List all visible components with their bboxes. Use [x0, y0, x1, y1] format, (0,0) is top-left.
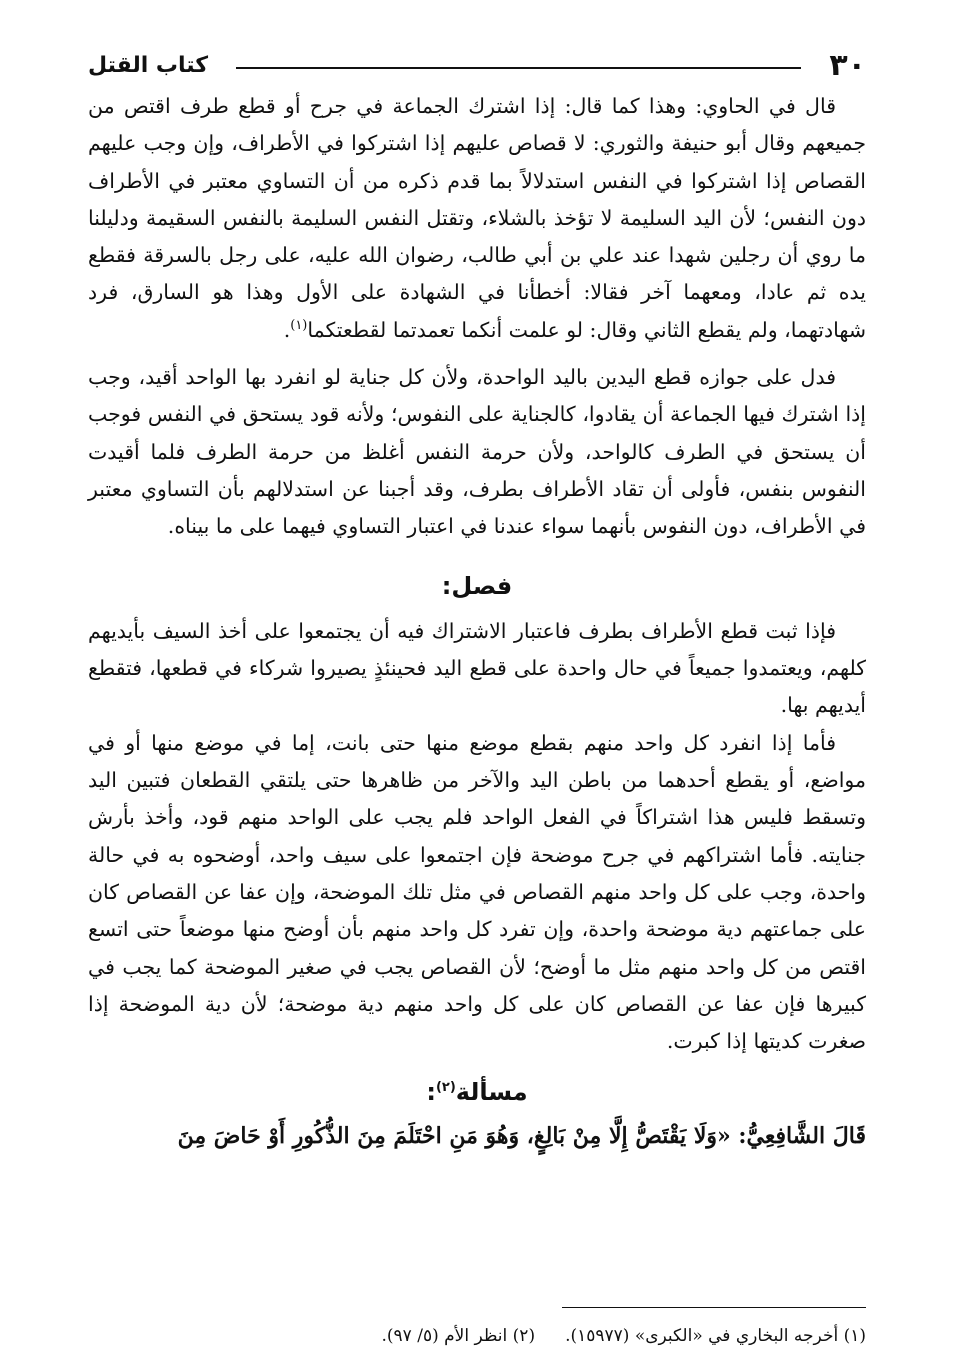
paragraph-text: قال في الحاوي: وهذا كما قال: إذا اشترك الجماعة في جرح أو قطع طرف اقتص من جميعهم وقال أبو حنيفة والثوري: لا قصاص عليهم إذا اشتركوا في الأطراف، وإن وجب عليهم القصاص إذا اشتركوا في النفس استدلالاً بما قدم ذكره من أن التساوي معتبر في الأطراف دون النفس؛ لأن اليد السليمة لا تؤخذ بالشلاء، وتقتل النفس السليمة بالنفس السقيمة ودليلنا ما روي أن رجلين شهدا عند علي بن أبي طالب، رضوان الله عليه، على رجل بالسرقة فقطع يده ثم عادا، ومعهما آخر فقالا: أخطأنا في الشهادة على الأول وهذا هو السارق، فرد شهادتهما، ولم يقطع الثاني وقال: لو علمت أنكما تعمدتما لقطعتكما — [88, 94, 866, 342]
footnote: (١) أخرجه البخاري في «الكبرى» (١٥٩٧٧). — [565, 1326, 866, 1346]
footnote-marker: (٢) — [435, 1080, 456, 1096]
footnote: (٢) انظر الأم (٥/ ٩٧). — [381, 1326, 536, 1346]
paragraph: فأما إذا انفرد كل واحد منهم بقطع موضع منها حتى بانت، إما في موضع منها أو في مواضع، أو يقطع أحدهما من باطن اليد والآخر من ظاهرها حتى يلتقي القطعان فتبين اليد وتسقط فليس هذا اشتراكاً في الفعل الواحد فلم يجب على الواحد منهم قود، وأخذ بأرش جنايته. فأما اشتراكهم في جرح موضحة فإن اجتمعوا على سيف واحد، أوضحوه به في حالة واحدة، وجب على كل واحد منهم القصاص في مثل تلك الموضحة، وإن عفا عن القصاص كان على جماعتهم دية موضحة واحدة، وإن تفرد كل واحد منهم بأن أوضح منها موضعاً حتى اتسع اقتص من كل واحد منهم مثل ما أوضح؛ لأن القصاص يجب في صغير الموضحة كما يجب في كبيرها فإن عفا عن القصاص كان على كل واحد منهم دية موضحة؛ لأن دية الموضحة إذا صغرت كديتها إذا كبرت. — [88, 730, 866, 1054]
footnotes — [300, 1326, 866, 1346]
page-header — [88, 42, 866, 88]
main-text — [88, 88, 866, 1156]
issue-heading-colon: : — [426, 1078, 436, 1107]
paragraph-end: . — [283, 317, 291, 342]
book-page — [88, 42, 866, 1156]
paragraph — [88, 88, 866, 349]
shafii-quote: قَالَ الشَّافِعِيُّ: «وَلَا يَقْتَصُّ إِلَّا مِنْ بَالِغٍ، وَهُوَ مَنِ احْتَلَمَ مِنَ الذُّكُورِ أَوْ حَاضَ مِنَ — [177, 1122, 866, 1149]
book-title: كتاب القتل — [88, 52, 209, 78]
footnote-marker: (١) — [290, 317, 308, 333]
issue-heading-text: مسألة — [455, 1078, 528, 1107]
paragraph: فدل على جوازه قطع اليدين باليد الواحدة، ولأن كل جناية لو انفرد بها الواحد أقيد، وجب إذا اشترك فيها الجماعة أن يقادوا، كالجناية على النفوس؛ ولأنه قود يستحق في النفس فوجب أن يستحق في الطرف كالواحد، ولأن حرمة النفس أغلظ من حرمة الطرف فلما أقيدت النفوس بنفس، فأولى أن تقاد الأطراف بطرف، وقد أجبنا عن استدلالهم بأن التساوي معتبر في الأطراف، دون النفوس بأنهما سواء عندنا في اعتبار التساوي فيهما على ما بيناه. — [88, 365, 866, 539]
paragraph: فإذا ثبت قطع الأطراف بطرف فاعتبار الاشتراك فيه أن يجتمعوا على أخذ السيف بأيديهم كلهم، ويعتمدوا جميعاً في حال واحدة على قطع اليد فحينئذٍ يصيروا شركاء في قطعها، فتقطع أيديهم بها. — [88, 618, 866, 718]
issue-heading — [88, 1074, 866, 1111]
section-heading: فصل: — [441, 571, 513, 600]
header-rule — [236, 67, 801, 69]
page-number: ٣٠ — [829, 47, 866, 83]
footnote-rule — [562, 1307, 866, 1308]
